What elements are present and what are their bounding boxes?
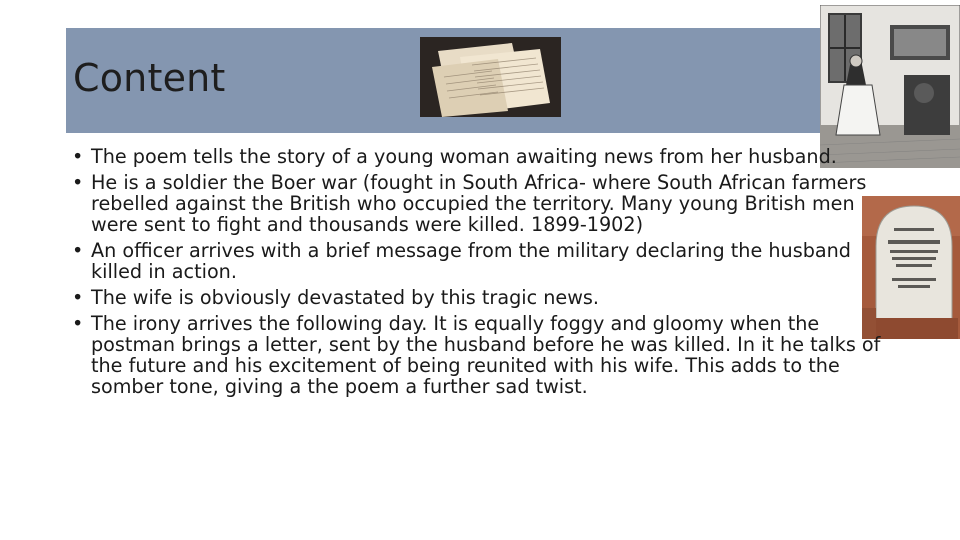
bullet-dot: •	[72, 239, 84, 262]
bullet-list	[72, 146, 902, 402]
bullet-text: An officer arrives with a brief message from the military declaring the husband killed in action.	[91, 239, 851, 283]
bullet-dot: •	[72, 171, 84, 194]
room-illustration	[820, 5, 960, 168]
bullet-text: He is a soldier the Boer war (fought in South Africa- where South African farmers rebelled against the British who occupied the territory. Many young British men were sent to fight and thousands were killed. 1899-1902)	[91, 171, 867, 236]
bullet-text: The wife is obviously devastated by this tragic news.	[91, 286, 599, 309]
bullet-text: The poem tells the story of a young woman awaiting news from her husband.	[91, 145, 837, 168]
bullet-item	[72, 287, 902, 308]
bullet-item	[72, 240, 902, 282]
bullet-text: The irony arrives the following day. It is equally foggy and gloomy when the postman brings a letter, sent by the husband before he was killed. In it he talks of the future and his excitement of being reunited with his wife. This adds to the somber tone, giving a the poem a further sad twist.	[91, 312, 881, 398]
slide-title: Content	[73, 56, 226, 100]
bullet-item	[72, 146, 902, 167]
bullet-dot: •	[72, 312, 84, 335]
bullet-dot: •	[72, 145, 84, 168]
bullet-dot: •	[72, 286, 84, 309]
letter-photo	[420, 37, 561, 117]
bullet-item	[72, 172, 902, 235]
bullet-item	[72, 313, 902, 397]
